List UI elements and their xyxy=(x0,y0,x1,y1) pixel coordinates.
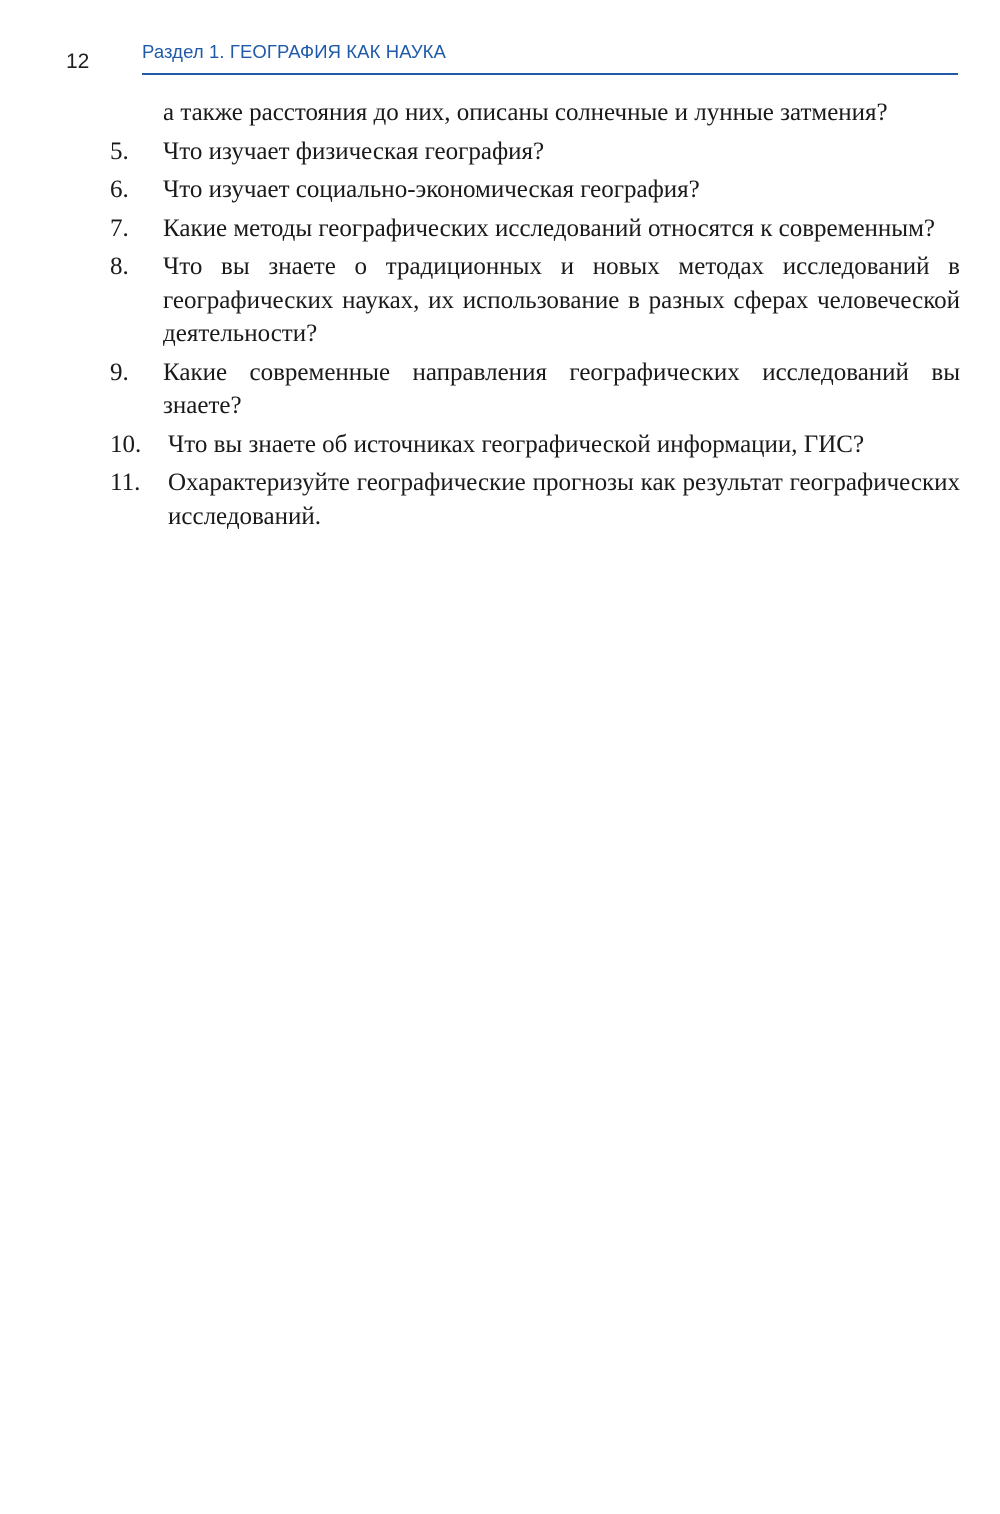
question-item xyxy=(110,428,960,462)
question-item xyxy=(110,135,960,169)
question-text: Какие современные направления географических исследований вы знаете? xyxy=(163,358,960,419)
question-continuation xyxy=(110,96,960,130)
question-number: 6. xyxy=(110,176,129,203)
question-item xyxy=(110,212,960,246)
question-number: 7. xyxy=(110,214,129,242)
page-number: 12 xyxy=(66,50,90,73)
question-list xyxy=(110,96,960,538)
section-title: Раздел 1. ГЕОГРАФИЯ КАК НАУКА xyxy=(142,41,446,62)
question-item xyxy=(110,466,960,533)
question-text: а также расстояния до них, описаны солнечные и лунные затмения? xyxy=(163,99,888,126)
question-text: Что вы знаете о традиционных и новых методах исследований в географических науках, их использование в разных сферах человеческой деятельности? xyxy=(163,253,960,347)
question-text: Что изучает физическая география? xyxy=(163,137,545,165)
question-number: 10. xyxy=(110,430,142,458)
question-item xyxy=(110,173,960,207)
question-number: 9. xyxy=(110,358,129,386)
question-number: 11. xyxy=(110,469,141,496)
question-text: Что изучает социально-экономическая география? xyxy=(163,176,700,203)
question-text: Охарактеризуйте географические прогнозы как результат географических исследований. xyxy=(168,469,960,530)
header-rule xyxy=(142,73,958,75)
question-number: 8. xyxy=(110,253,129,280)
question-item xyxy=(110,356,960,423)
question-text: Какие методы географических исследований относятся к современным? xyxy=(163,214,936,242)
question-number: 5. xyxy=(110,137,129,165)
question-text: Что вы знаете об источниках географической информации, ГИС? xyxy=(168,430,865,458)
question-item xyxy=(110,250,960,351)
